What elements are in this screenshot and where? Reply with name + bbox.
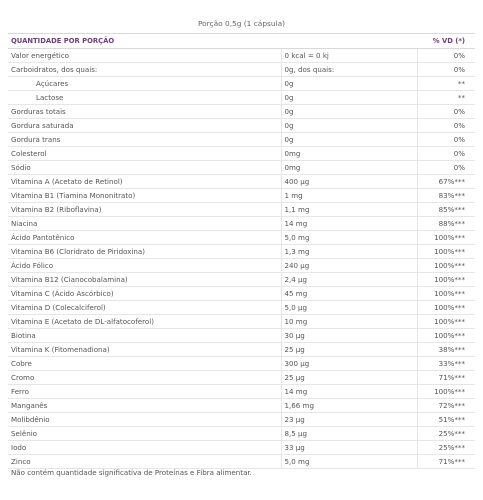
nutrient-quantity: 0g bbox=[281, 133, 417, 147]
table-row bbox=[8, 301, 475, 315]
nutrient-quantity: 1,3 mg bbox=[281, 245, 417, 259]
nutrient-name: Vitamina B1 (Tiamina Mononitrato) bbox=[8, 189, 281, 203]
nutrient-daily-value: 100%*** bbox=[417, 287, 475, 301]
nutrient-name: Vitamina B2 (Riboflavina) bbox=[8, 203, 281, 217]
table-row bbox=[8, 441, 475, 455]
header-spacer bbox=[281, 34, 417, 49]
table-row bbox=[8, 413, 475, 427]
table-row bbox=[8, 385, 475, 399]
nutrient-quantity: 0mg bbox=[281, 161, 417, 175]
nutrient-daily-value: 100%*** bbox=[417, 329, 475, 343]
nutrient-daily-value: 0% bbox=[417, 161, 475, 175]
nutrient-quantity: 2,4 µg bbox=[281, 273, 417, 287]
nutrient-name: Vitamina B6 (Cloridrato de Piridoxina) bbox=[8, 245, 281, 259]
nutrient-quantity: 0g, dos quais: bbox=[281, 63, 417, 77]
nutrient-quantity: 5,0 mg bbox=[281, 455, 417, 469]
portion-size: Porção 0,5g (1 cápsula) bbox=[197, 19, 286, 28]
header-daily-value: % VD (*) bbox=[417, 34, 475, 49]
nutrient-name: Cobre bbox=[8, 357, 281, 371]
nutrient-quantity: 0g bbox=[281, 91, 417, 105]
table-row bbox=[8, 161, 475, 175]
nutrient-name: Gordura saturada bbox=[8, 119, 281, 133]
nutrient-daily-value: ** bbox=[417, 77, 475, 91]
table-row bbox=[8, 371, 475, 385]
nutrient-daily-value: 0% bbox=[417, 133, 475, 147]
nutrient-name: Colesterol bbox=[8, 147, 281, 161]
table-row bbox=[8, 245, 475, 259]
nutrient-quantity: 0g bbox=[281, 105, 417, 119]
table-row bbox=[8, 427, 475, 441]
table-row bbox=[8, 147, 475, 161]
footnote: Não contém quantidade significativa de Proteínas e Fibra alimentar. bbox=[11, 468, 252, 477]
nutrient-daily-value: 100%*** bbox=[417, 245, 475, 259]
nutrient-quantity: 240 µg bbox=[281, 259, 417, 273]
nutrient-name: Niacina bbox=[8, 217, 281, 231]
nutrient-quantity: 300 µg bbox=[281, 357, 417, 371]
nutrient-name: Gordura trans bbox=[8, 133, 281, 147]
nutrient-quantity: 10 mg bbox=[281, 315, 417, 329]
table-row bbox=[8, 49, 475, 63]
nutrient-daily-value: 0% bbox=[417, 119, 475, 133]
nutrient-quantity: 1,66 mg bbox=[281, 399, 417, 413]
nutrient-daily-value: ** bbox=[417, 91, 475, 105]
nutrient-daily-value: 100%*** bbox=[417, 259, 475, 273]
nutrient-daily-value: 83%*** bbox=[417, 189, 475, 203]
nutrient-name: Biotina bbox=[8, 329, 281, 343]
nutrient-name: Vitamina A (Acetato de Retinol) bbox=[8, 175, 281, 189]
nutrient-name: Vitamina D (Colecalciferol) bbox=[8, 301, 281, 315]
nutrient-daily-value: 33%*** bbox=[417, 357, 475, 371]
nutrition-table bbox=[8, 33, 475, 469]
table-header-row bbox=[8, 34, 475, 49]
table-row bbox=[8, 273, 475, 287]
table-row bbox=[8, 119, 475, 133]
nutrient-daily-value: 0% bbox=[417, 105, 475, 119]
nutrient-quantity: 1 mg bbox=[281, 189, 417, 203]
table-row bbox=[8, 329, 475, 343]
nutrient-name: Ferro bbox=[8, 385, 281, 399]
nutrient-quantity: 5,0 µg bbox=[281, 301, 417, 315]
nutrient-daily-value: 71%*** bbox=[417, 371, 475, 385]
nutrient-daily-value: 88%*** bbox=[417, 217, 475, 231]
table-row bbox=[8, 259, 475, 273]
table-row bbox=[8, 175, 475, 189]
nutrient-daily-value: 100%*** bbox=[417, 301, 475, 315]
table-row bbox=[8, 343, 475, 357]
table-row bbox=[8, 133, 475, 147]
table-row bbox=[8, 203, 475, 217]
nutrient-name: Ácido Fólico bbox=[8, 259, 281, 273]
nutrient-quantity: 14 mg bbox=[281, 385, 417, 399]
nutrient-quantity: 0g bbox=[281, 119, 417, 133]
table-row bbox=[8, 105, 475, 119]
nutrient-daily-value: 100%*** bbox=[417, 315, 475, 329]
nutrient-daily-value: 25%*** bbox=[417, 441, 475, 455]
nutrient-quantity: 400 µg bbox=[281, 175, 417, 189]
nutrient-name: Vitamina B12 (Cianocobalamina) bbox=[8, 273, 281, 287]
table-row bbox=[8, 315, 475, 329]
nutrient-name: Sódio bbox=[8, 161, 281, 175]
nutrient-name: Cromo bbox=[8, 371, 281, 385]
table-row bbox=[8, 91, 475, 105]
nutrient-name: Ácido Pantotênico bbox=[8, 231, 281, 245]
nutrient-quantity: 5,0 mg bbox=[281, 231, 417, 245]
table-row bbox=[8, 399, 475, 413]
nutrient-name: Lactose bbox=[8, 91, 281, 105]
nutrient-quantity: 0g bbox=[281, 77, 417, 91]
nutrient-name: Vitamina C (Ácido Ascórbico) bbox=[8, 287, 281, 301]
nutrient-quantity: 23 µg bbox=[281, 413, 417, 427]
nutrient-quantity: 30 µg bbox=[281, 329, 417, 343]
table-row bbox=[8, 189, 475, 203]
nutrient-quantity: 0 kcal = 0 kj bbox=[281, 49, 417, 63]
nutrient-quantity: 14 mg bbox=[281, 217, 417, 231]
nutrient-daily-value: 51%*** bbox=[417, 413, 475, 427]
nutrient-name: Iodo bbox=[8, 441, 281, 455]
nutrient-daily-value: 72%*** bbox=[417, 399, 475, 413]
nutrient-name: Manganês bbox=[8, 399, 281, 413]
header-quantity: QUANTIDADE POR PORÇÃO bbox=[8, 34, 281, 49]
nutrient-daily-value: 38%*** bbox=[417, 343, 475, 357]
table-row bbox=[8, 77, 475, 91]
nutrient-daily-value: 71%*** bbox=[417, 455, 475, 469]
nutrient-daily-value: 0% bbox=[417, 63, 475, 77]
nutrient-daily-value: 100%*** bbox=[417, 231, 475, 245]
table-row bbox=[8, 63, 475, 77]
nutrient-daily-value: 100%*** bbox=[417, 273, 475, 287]
nutrient-quantity: 45 mg bbox=[281, 287, 417, 301]
nutrient-quantity: 25 µg bbox=[281, 371, 417, 385]
table-row bbox=[8, 455, 475, 469]
nutrient-name: Açúcares bbox=[8, 77, 281, 91]
table-row bbox=[8, 357, 475, 371]
table-row bbox=[8, 231, 475, 245]
nutrient-name: Carboidratos, dos quais: bbox=[8, 63, 281, 77]
nutrient-name: Gorduras totais bbox=[8, 105, 281, 119]
nutrient-quantity: 1,1 mg bbox=[281, 203, 417, 217]
nutrient-name: Zinco bbox=[8, 455, 281, 469]
nutrient-daily-value: 67%*** bbox=[417, 175, 475, 189]
nutrient-name: Vitamina K (Fitomenadiona) bbox=[8, 343, 281, 357]
nutrient-quantity: 8,5 µg bbox=[281, 427, 417, 441]
nutrient-daily-value: 100%*** bbox=[417, 385, 475, 399]
nutrient-daily-value: 0% bbox=[417, 49, 475, 63]
nutrient-quantity: 0mg bbox=[281, 147, 417, 161]
nutrient-name: Selênio bbox=[8, 427, 281, 441]
nutrient-name: Valor energético bbox=[8, 49, 281, 63]
nutrient-name: Vitamina E (Acetato de DL-alfatocoferol) bbox=[8, 315, 281, 329]
nutrient-daily-value: 0% bbox=[417, 147, 475, 161]
table-row bbox=[8, 287, 475, 301]
nutrient-daily-value: 85%*** bbox=[417, 203, 475, 217]
nutrient-name: Molibdênio bbox=[8, 413, 281, 427]
table-row bbox=[8, 217, 475, 231]
nutrient-daily-value: 25%*** bbox=[417, 427, 475, 441]
nutrient-quantity: 33 µg bbox=[281, 441, 417, 455]
nutrient-quantity: 25 µg bbox=[281, 343, 417, 357]
